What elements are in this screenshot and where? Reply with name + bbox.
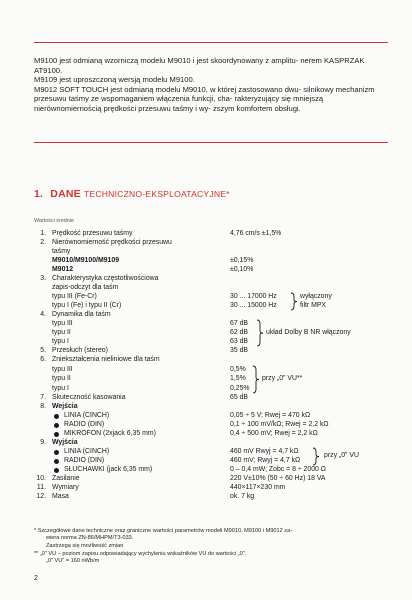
spec-4-tape-b: typu II [52,329,71,336]
spec-3-note-b: filtr MPX [300,302,327,309]
spec-2-label-cont: taśmy [52,248,71,255]
brace-3 [290,292,298,311]
spec-4-value-c: 63 dB [230,338,249,345]
spec-1-label: Prędkość przesuwu taśmy [52,230,133,237]
spec-8-input-c: MIKROFON (2xjack 6,35 mm) [64,430,156,437]
spec-9-note: przy „0" VU [324,452,359,459]
spec-11-label: Wymiary [52,484,79,491]
brace-9 [312,447,320,466]
spec-12-label: Masa [52,493,69,500]
footnote-1-line-1: * Szczegółowe dane techniczne oraz graniczne wartości parametrów modeli M9010, M9100 i M9012 za- [34,528,293,534]
spec-3-label-cont: zapis-odczyt dla taśm [52,284,119,291]
bullet-icon [54,414,59,419]
spec-5-number: 5. [40,347,46,354]
spec-9-output-a: LINIA (CINCH) [64,448,110,455]
spec-10-label: Zasilanie [52,475,80,482]
spec-3-label: Charakterystyka częstotliwościowa [52,275,159,282]
spec-9-value-c: 0 – 0,4 mW; Zobc = 8 ÷ 2000 Ω [230,466,326,473]
spec-7-value: 65 dB [230,394,249,401]
section-title [34,188,230,200]
spec-3-value-a: 30 ... 17000 Hz [230,293,277,300]
spec-6-value-c: 0,25% [230,385,250,392]
spec-2-value-a: ±0,15% [230,257,254,264]
intro-text [34,56,390,114]
section-title-rest: TECHNICZNO-EKSPLOATACYJNE* [83,189,230,199]
section-title-main: DANE [50,188,81,200]
spec-10-number: 10. [36,475,46,482]
top-rule [34,42,388,43]
spec-2-value-b: ±0,10% [230,266,254,273]
spec-3-tape-b: typu I (Fe) i typu II (Cr) [52,302,122,309]
spec-6-tape-a: typu III [52,366,73,373]
footnote-1-line-2: wiera norma ZN-86/MHPM/T3-033. [46,535,134,541]
footnote-2-line-2: „0" VU" = 160 nWb/m [46,558,100,564]
spec-9-number: 9. [40,439,46,446]
spec-6-tape-c: typu I [52,385,69,392]
intro-paragraph-1: M9100 jest odmianą wzorniczą modelu M9010 i jest skoordynowany z amplitu- nerem KASPRZAK AT9100. [34,56,365,75]
spec-9-value-a: 460 mV Rwyj = 4,7 kΩ [230,448,299,455]
spec-6-note: przy „0" VU** [262,375,303,382]
spec-2-number: 2. [40,239,46,246]
spec-2-model-a: M9010/M9100/M9109 [52,257,120,264]
spec-4-value-b: 62 dB [230,329,249,336]
spec-9-label: Wyjścia [52,439,78,446]
spec-3-number: 3. [40,275,46,282]
spec-4-tape-a: typu III [52,320,73,327]
spec-5-value: 35 dB [230,347,249,354]
spec-1-number: 1. [40,230,46,237]
spec-12-number: 12. [36,493,46,500]
bullet-icon [54,423,59,428]
spec-11-value: 440×117×230 mm [230,484,286,491]
spec-12-value: ok. 7 kg [230,493,255,500]
spec-4-number: 4. [40,311,46,318]
spec-3-tape-a: typu III (Fe-Cr) [52,293,97,300]
spec-4-value-a: 67 dB [230,320,249,327]
spec-1-value: 4,76 cm/s ±1,5% [230,230,282,237]
spec-8-label: Wejścia [52,403,78,410]
footnote-1-line-3: Zastrzega się możliwość zmian [46,543,124,549]
brace-4 [256,319,264,347]
spec-3-note-a: wyłączony [300,293,332,300]
spec-9-value-b: 460 mV; Rwyj = 4,7 kΩ [230,457,301,464]
bullet-icon [54,432,59,437]
intro-paragraph-2: M9109 jest uproszczoną wersją modelu M9100. [34,75,195,85]
spec-2-label: Nierównomierność prędkości przesuwu [52,239,172,246]
spec-10-value: 220 V±10% (50 ÷ 60 Hz) 18 VA [230,475,326,482]
spec-9-output-c: SŁUCHAWKI (jack 6,35 mm) [64,466,153,473]
bullet-icon [54,468,59,473]
spec-7-number: 7. [40,394,46,401]
spec-9-output-b: RADIO (DIN) [64,457,105,464]
spec-8-number: 8. [40,403,46,410]
brace-6 [252,365,260,394]
spec-8-value-b: 0,1 ÷ 100 mV/kΩ; Rwej = 2,2 kΩ [230,421,329,428]
spec-6-value-a: 0,5% [230,366,246,373]
bullet-icon [54,459,59,464]
spec-8-value-a: 0,05 ÷ 5 V; Rwej = 470 kΩ [230,412,311,419]
spec-6-value-b: 1,5% [230,375,246,382]
spec-11-number: 11. [36,484,46,491]
mid-rule [34,142,388,143]
spec-4-tape-c: typu I [52,338,69,345]
section-number: 1. [34,188,44,200]
spec-6-number: 6. [40,356,46,363]
spec-6-label: Zniekształcenia nieliniowe dla taśm [52,356,160,363]
spec-2-model-b: M9012 [52,266,74,273]
spec-4-note: układ Dolby B NR włączony [266,329,351,336]
spec-8-value-c: 0,4 ÷ 500 mV; Rwej = 2,2 kΩ [230,430,318,437]
spec-8-input-b: RADIO (DIN) [64,421,105,428]
intro-paragraph-3: M9012 SOFT TOUCH jest odmianą modelu M9010, w której zastosowano dwu- silnikowy mechanizm przesuwu taśmy ze wspomaganiem włączenia funkcji, cha- rakteryzujący się mniejszą nierównomiernością prędkości przesuwu taśmy i wy- ższym komfortem obsługi. [34,84,375,113]
spec-3-value-b: 30 ... 15000 Hz [230,302,277,309]
spec-8-input-a: LINIA (CINCH) [64,412,110,419]
spec-4-label: Dynamika dla taśm [52,311,111,318]
spec-6-tape-b: typu II [52,375,71,382]
section-subtitle: Wartości średnie [34,218,74,224]
spec-5-label: Przesłuch (stereo) [52,347,108,354]
page-number: 2 [34,575,38,582]
footnote-2-line-1: ** „0" VU – poziom zapisu odpowiadający wychyleniu wskaźników VU do wartości „0". [34,551,247,557]
spec-7-label: Skuteczność kasowania [52,394,126,401]
bullet-icon [54,450,59,455]
